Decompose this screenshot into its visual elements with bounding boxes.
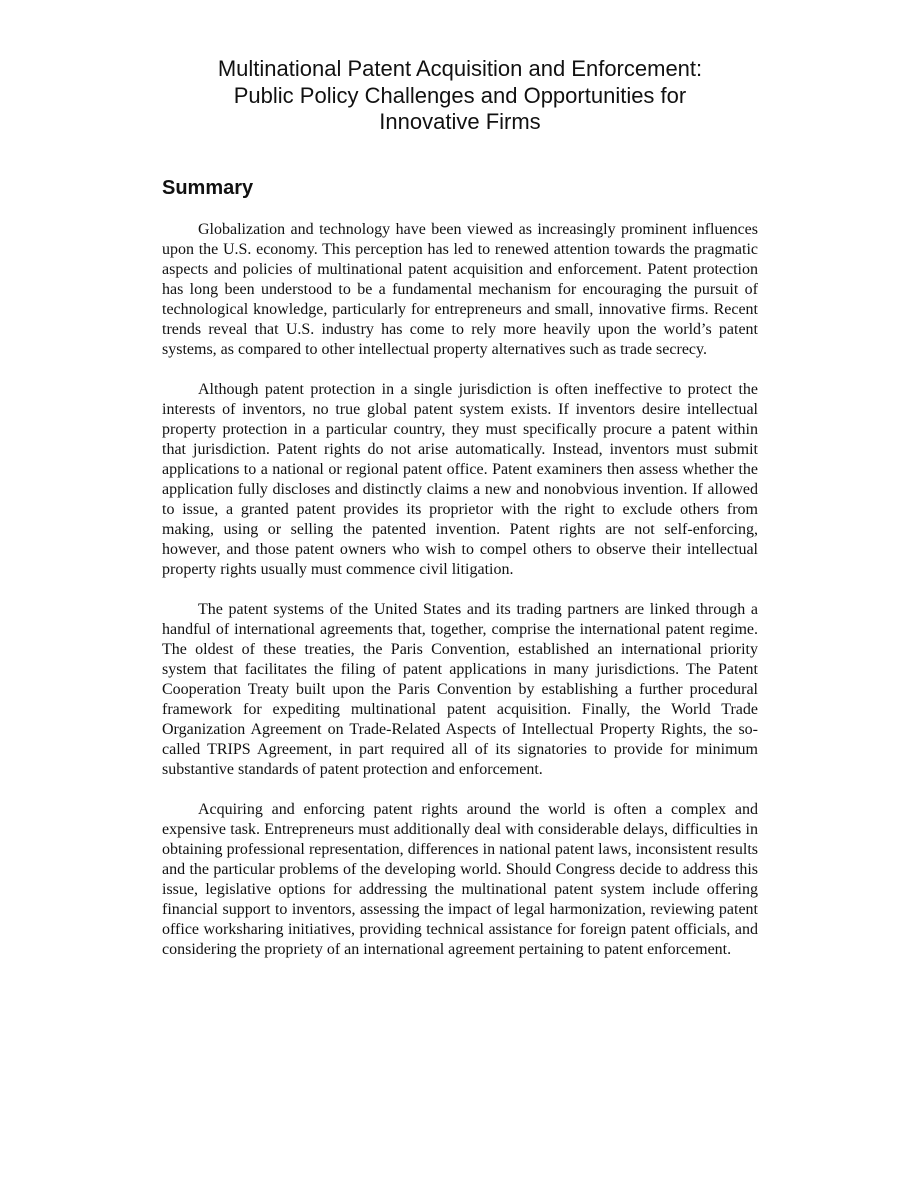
summary-paragraph-2: Although patent protection in a single jurisdiction is often ineffective to protect the interests of inventors, no true global patent system exists. If inventors desire intellectual property protection in a particular country, they must specifically procure a patent within that jurisdiction. Patent rights do not arise automatically. Instead, inventors must submit applications to a national or regional patent office. Patent examiners then assess whether the application fully discloses and distinctly claims a new and nonobvious invention. If allowed to issue, a granted patent provides its proprietor with the right to exclude others from making, using or selling the patented invention. Patent rights are not self-enforcing, however, and those patent owners who wish to compel others to observe their intellectual property rights usually must commence civil litigation. bbox=[162, 380, 758, 578]
summary-paragraph-3: The patent systems of the United States and its trading partners are linked through a handful of international agreements that, together, comprise the international patent regime. The oldest of these treaties, the Paris Convention, established an international priority system that facilitates the filing of patent applications in many jurisdictions. The Patent Cooperation Treaty built upon the Paris Convention by establishing a further procedural framework for expediting multinational patent acquisition. Finally, the World Trade Organization Agreement on Trade-Related Aspects of Intellectual Property Rights, the so-called TRIPS Agreement, in part required all of its signatories to provide for minimum substantive standards of patent protection and enforcement. bbox=[162, 600, 758, 778]
title-line-1: Multinational Patent Acquisition and Enforcement: bbox=[217, 56, 703, 81]
summary-paragraph-1: Globalization and technology have been viewed as increasingly prominent influences upon the U.S. economy. This perception has led to renewed attention towards the pragmatic aspects and policies of multinational patent acquisition and enforcement. Patent protection has long been understood to be a fundamental mechanism for encouraging the pursuit of technological knowledge, particularly for entrepreneurs and small, innovative firms. Recent trends reveal that U.S. industry has come to rely more heavily upon the world’s patent systems, as compared to other intellectual property alternatives such as trade secrecy. bbox=[162, 220, 758, 358]
document-page bbox=[162, 56, 758, 960]
summary-paragraph-4: Acquiring and enforcing patent rights around the world is often a complex and expensive task. Entrepreneurs must additionally deal with considerable delays, difficulties in obtaining professional representation, differences in national patent laws, inconsistent results and the particular problems of the developing world. Should Congress decide to address this issue, legislative options for addressing the multinational patent system include offering financial support to inventors, assessing the impact of legal harmonization, reviewing patent office worksharing initiatives, providing technical assistance for foreign patent officials, and considering the propriety of an international agreement pertaining to patent enforcement. bbox=[162, 800, 758, 958]
summary-heading: Summary bbox=[162, 176, 254, 199]
document-title bbox=[162, 56, 758, 136]
title-line-2: Public Policy Challenges and Opportunities for bbox=[233, 82, 687, 108]
title-line-3: Innovative Firms bbox=[379, 109, 541, 134]
